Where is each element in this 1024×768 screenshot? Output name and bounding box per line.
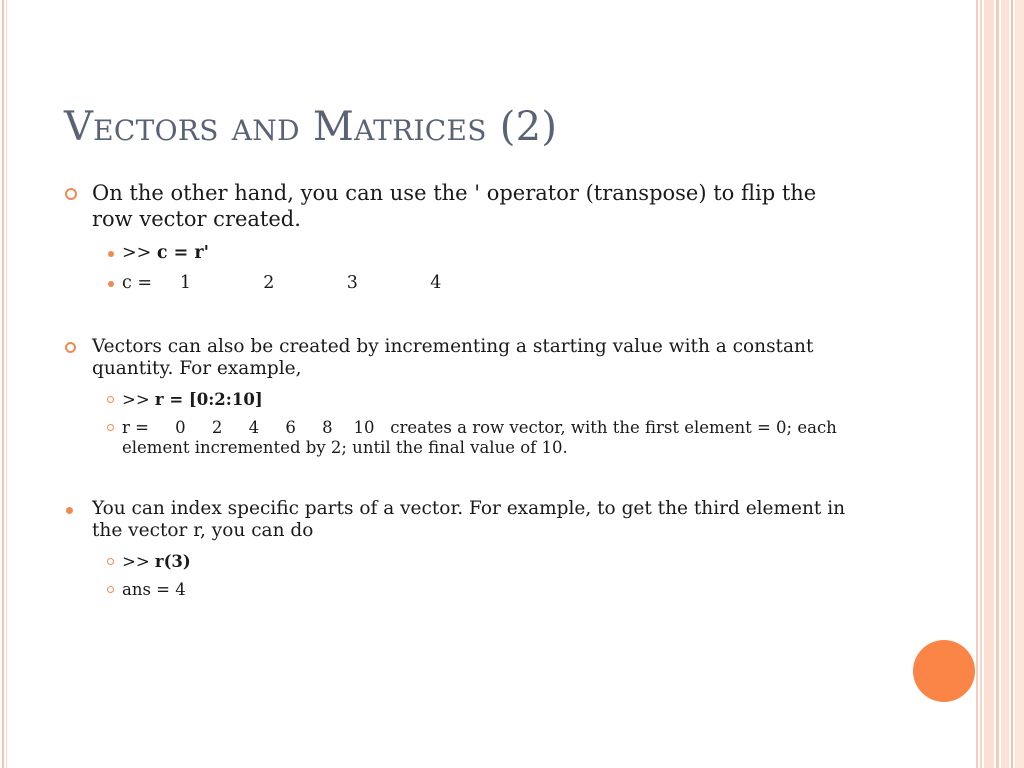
- dot-bullet-icon: [108, 281, 114, 287]
- bullet-2: [64, 336, 854, 458]
- ring-bullet-icon: [107, 396, 114, 403]
- slide-content: [64, 180, 854, 608]
- bullet-2-sub-1: [92, 390, 854, 410]
- code-text: r = [0:2:10]: [154, 390, 263, 409]
- code-text: c = r': [156, 243, 209, 263]
- bullet-3: [64, 498, 854, 600]
- bullet-2-subitems: [92, 390, 854, 458]
- prompt-text: >>: [122, 390, 155, 409]
- ring-bullet-icon: [64, 336, 76, 362]
- code-text: r(3): [154, 552, 191, 571]
- bullet-3-subitems: [92, 552, 854, 600]
- prompt-text: >>: [122, 552, 155, 571]
- output-text: ans = 4: [122, 580, 186, 599]
- bullet-2-text: Vectors can also be created by incrementing a starting value with a constant quantity. For example,: [92, 336, 814, 379]
- left-border-decoration: [0, 0, 10, 768]
- dot-bullet-icon: [108, 251, 114, 257]
- bullet-3-sub-2: [92, 580, 854, 600]
- orange-circle-decoration: [913, 640, 975, 702]
- right-stripes-decoration: [976, 0, 1024, 768]
- ring-bullet-icon: [107, 586, 114, 593]
- ring-bullet-icon: [107, 424, 114, 431]
- bullet-3-text: You can index specific parts of a vector. For example, to get the third element in the vector r, you can do: [92, 498, 846, 541]
- bullet-1-text: On the other hand, you can use the ' operator (transpose) to flip the row vector created.: [92, 181, 817, 231]
- bullet-1-sub-1: [92, 242, 854, 264]
- prompt-text: >>: [122, 243, 157, 263]
- bullet-1: [64, 180, 854, 294]
- dot-bullet-icon: [64, 498, 76, 524]
- bullet-2-sub-2: [92, 418, 854, 458]
- slide-title: Vectors and Matrices (2): [64, 104, 558, 150]
- bullet-3-sub-1: [92, 552, 854, 572]
- output-text: r = 0 2 4 6 8 10 creates a row vector, with the first element = 0; each element incremented by 2; until the final value of 10.: [122, 418, 843, 457]
- ring-bullet-icon: [107, 558, 114, 565]
- output-text: c = 1 2 3 4: [122, 273, 442, 293]
- bullet-1-subitems: [92, 242, 854, 294]
- ring-bullet-icon: [64, 180, 76, 206]
- bullet-1-sub-2: [92, 272, 854, 294]
